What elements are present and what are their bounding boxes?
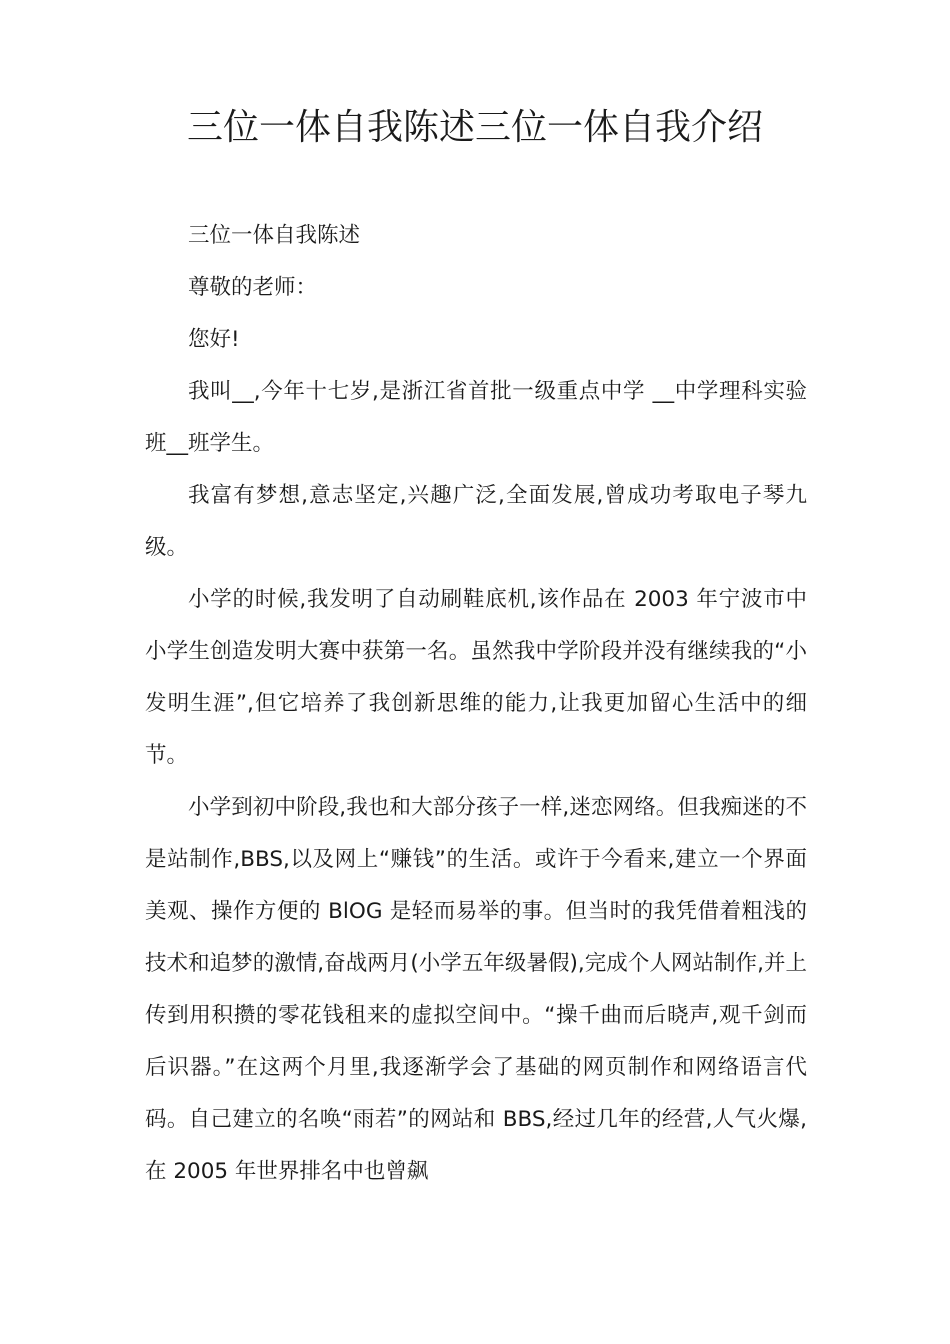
paragraph-traits: 我富有梦想,意志坚定,兴趣广泛,全面发展,曾成功考取电子琴九级。 (145, 483, 807, 560)
document-title: 三位一体自我陈述三位一体自我介绍 (186, 107, 763, 148)
paragraph-invention: 小学的时候,我发明了自动刷鞋底机,该作品在 2003 年宁波市中小学生创造发明大赛中获第一名。虽然我中学阶段并没有继续我的“小发明生涯”,但它培养了我创新思维的能力,让我更加留心生活中的细节。 (145, 587, 807, 768)
paragraph-salutation: 尊敬的老师： (188, 275, 318, 300)
paragraph-website: 小学到初中阶段,我也和大部分孩子一样,迷恋网络。但我痴迷的不是站制作,BBS,以及网上“赚钱”的生活。或许于今看来,建立一个界面美观、操作方便的 BlOG 是轻而易举的事。但当时的我凭借着粗浅的技术和追梦的激情,奋战两月(小学五年级暑假),完成个人网站制作,并上传到用积攒的零花钱租来的虚拟空间中。“操千曲而后晓声,观千剑而后识器。”在这两个月里,我逐渐学会了基础的网页制作和网络语言代码。自己建立的名唤“雨若”的网站和 BBS,经过几年的经营,人气火爆,在 2005 年世界排名中也曾飙 (145, 795, 807, 1184)
document-body (145, 210, 807, 1198)
paragraph-greeting: 您好! (188, 327, 240, 352)
paragraph-intro: 我叫__,今年十七岁,是浙江省首批一级重点中学 __中学理科实验班__班学生。 (145, 379, 807, 456)
paragraph-heading: 三位一体自我陈述 (188, 223, 361, 248)
